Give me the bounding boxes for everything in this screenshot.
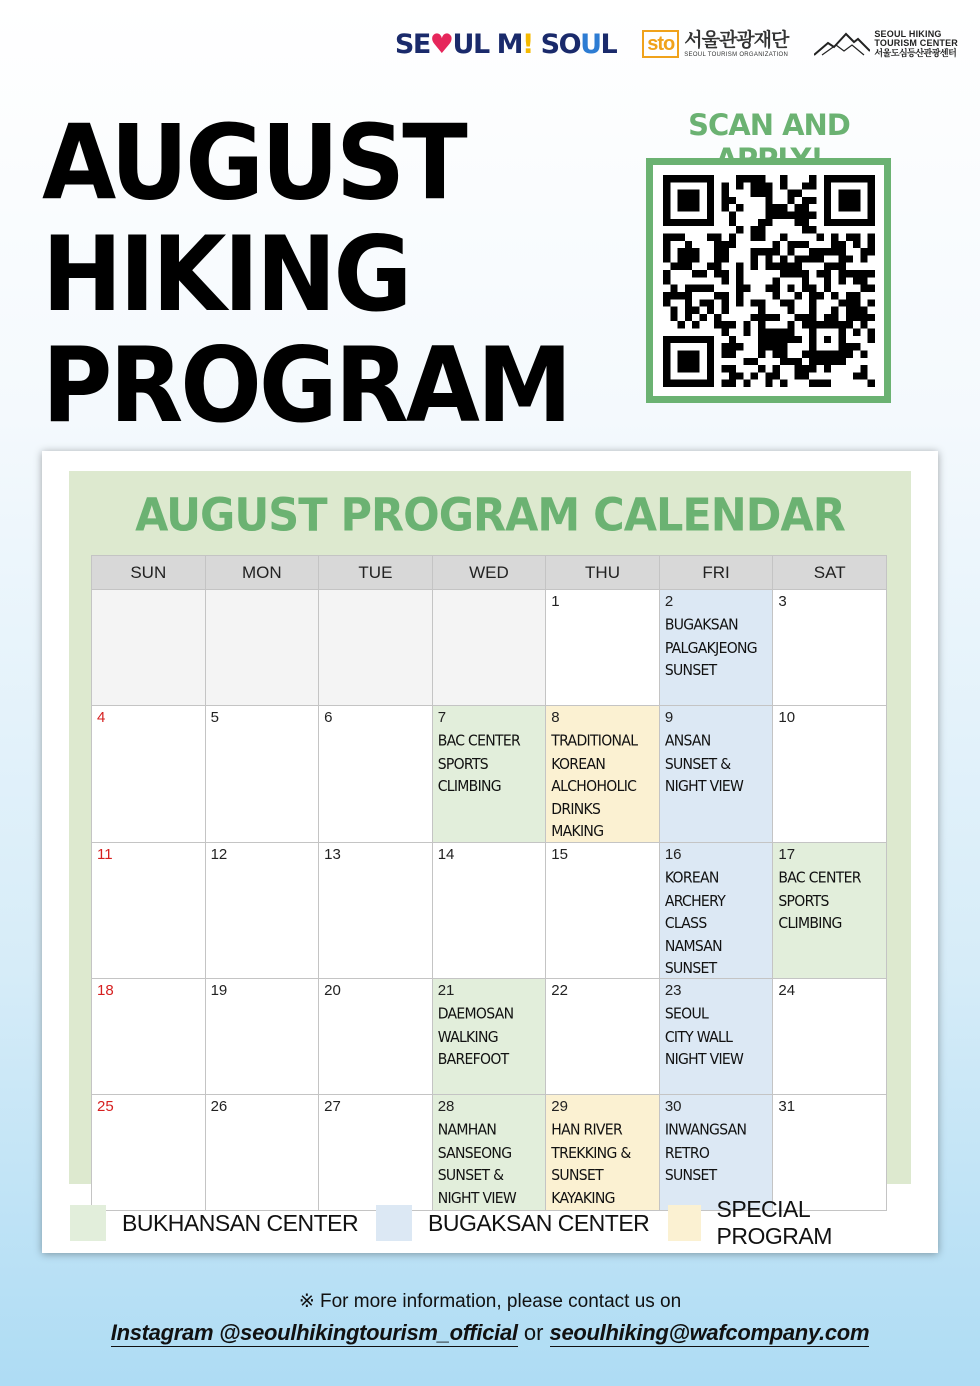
legend-item <box>376 1203 649 1243</box>
seoul-tourism-organization-logo <box>642 30 788 58</box>
calendar-card <box>42 451 938 1253</box>
day-number: 2 <box>664 593 674 610</box>
event-label: BUGAKSAN PALGAKJEONG SUNSET <box>664 617 757 680</box>
calendar-panel <box>69 471 911 1207</box>
legend-item <box>70 1203 358 1243</box>
event-label: BAC CENTER SPORTS CLIMBING <box>437 733 521 796</box>
day-number: 7 <box>437 709 447 726</box>
day-cell-31 <box>773 1095 887 1211</box>
seoul-my-soul-logo: SE ♥ UL M ! SO U L <box>394 28 617 60</box>
legend-label: SPECIAL PROGRAM <box>716 1196 832 1249</box>
day-number: 26 <box>210 1098 228 1115</box>
event-label: BAC CENTER SPORTS CLIMBING <box>778 869 861 932</box>
day-number: 14 <box>437 845 455 863</box>
day-cell-28[interactable] <box>432 1095 546 1211</box>
day-cell-4 <box>92 706 206 843</box>
day-number: 27 <box>324 1098 341 1115</box>
calendar-grid <box>91 555 887 1211</box>
legend-label: BUKHANSAN CENTER <box>122 1209 359 1236</box>
day-number: 20 <box>324 982 341 999</box>
contact-footer <box>0 1290 980 1346</box>
day-cell-14 <box>432 842 546 979</box>
day-cell-16[interactable] <box>659 842 773 979</box>
day-number: 30 <box>664 1098 682 1115</box>
empty-day-cell <box>432 590 546 706</box>
day-cell-17[interactable] <box>773 842 887 979</box>
day-number: 18 <box>97 982 114 999</box>
day-cell-3 <box>773 590 887 706</box>
scan-and-apply-label: SCAN AND <box>688 108 850 142</box>
weekday-tue: TUE <box>319 556 433 590</box>
title-line-2: HIKING <box>42 213 410 335</box>
day-number: 9 <box>664 709 674 726</box>
legend-item <box>668 1196 910 1249</box>
day-number: 10 <box>778 709 796 726</box>
contact-info-text: ※ For more information, please contact us on <box>298 1291 682 1312</box>
day-number: 19 <box>210 982 228 999</box>
weekday-sat: SAT <box>773 556 887 590</box>
seoul-hiking-tourism-center-logo <box>814 30 958 58</box>
day-cell-12 <box>205 842 319 979</box>
event-label: SEOUL CITY WALL NIGHT VIEW <box>664 1006 744 1069</box>
day-cell-1 <box>546 590 660 706</box>
event-label: TRADITIONAL KOREAN ALCHOHOLIC DRINKS MAKING <box>551 733 638 841</box>
empty-day-cell <box>92 590 206 706</box>
day-cell-10 <box>773 706 887 843</box>
day-number: 3 <box>778 593 787 610</box>
day-cell-24 <box>773 979 887 1095</box>
day-number: 31 <box>778 1098 796 1115</box>
weekday-sun: SUN <box>92 556 206 590</box>
legend-swatch <box>376 1205 412 1241</box>
weekday-thu: THU <box>546 556 660 590</box>
day-cell-27 <box>319 1095 433 1211</box>
day-cell-18 <box>92 979 206 1095</box>
legend-swatch <box>668 1205 701 1241</box>
day-number: 17 <box>778 845 796 863</box>
weekday-mon: MON <box>205 556 319 590</box>
shtc-line2: TOURISM CENTER <box>874 38 958 49</box>
weekday-fri: FRI <box>659 556 773 590</box>
day-number: 8 <box>551 709 560 726</box>
event-label: HAN RIVER TREKKING & SUNSET KAYAKING <box>551 1122 631 1207</box>
day-number: 1 <box>551 593 560 610</box>
day-number: 23 <box>664 982 682 999</box>
shtc-line3: 서울도심등산관광센터 <box>874 47 957 58</box>
mountain-icon <box>814 31 870 57</box>
day-number: 29 <box>551 1098 568 1115</box>
shtc-line1: SEOUL HIKING <box>874 28 942 39</box>
event-label: KOREAN ARCHERY CLASS NAMSAN SUNSET <box>664 869 726 977</box>
day-number: 11 <box>97 845 113 863</box>
day-number: 13 <box>324 845 341 863</box>
day-cell-11 <box>92 842 206 979</box>
day-cell-23[interactable] <box>659 979 773 1095</box>
event-label: ANSAN SUNSET & NIGHT VIEW <box>664 733 744 796</box>
instagram-link[interactable]: Instagram @seoulhikingtourism_official <box>110 1320 518 1345</box>
day-cell-21[interactable] <box>432 979 546 1095</box>
or-text: or <box>517 1320 550 1345</box>
event-label: INWANGSAN RETRO SUNSET <box>664 1122 747 1185</box>
sto-korean-name: 서울관광재단 <box>684 29 789 51</box>
qr-code-frame[interactable] <box>646 158 891 403</box>
calendar-week-row <box>92 706 887 843</box>
day-cell-13 <box>319 842 433 979</box>
empty-day-cell <box>319 590 433 706</box>
day-cell-26 <box>205 1095 319 1211</box>
day-cell-30[interactable] <box>659 1095 773 1211</box>
calendar-body <box>92 590 887 1211</box>
calendar-week-row <box>92 590 887 706</box>
day-number: 22 <box>551 982 568 999</box>
day-cell-6 <box>319 706 433 843</box>
day-number: 28 <box>437 1098 455 1115</box>
qr-code-icon[interactable] <box>663 175 875 387</box>
day-number: 16 <box>664 845 682 863</box>
sto-english-name: SEOUL TOURISM ORGANIZATION <box>684 51 789 58</box>
day-cell-25 <box>92 1095 206 1211</box>
empty-day-cell <box>205 590 319 706</box>
sto-mark: sto <box>642 30 679 58</box>
day-cell-8[interactable] <box>546 706 660 843</box>
day-cell-15 <box>546 842 660 979</box>
event-label: NAMHAN SANSEONG SUNSET & NIGHT VIEW <box>437 1122 517 1207</box>
day-number: 21 <box>437 982 455 999</box>
contact-links <box>0 1320 980 1346</box>
day-number: 15 <box>551 845 568 863</box>
day-number: 24 <box>778 982 796 999</box>
day-number: 4 <box>97 709 106 726</box>
day-cell-22 <box>546 979 660 1095</box>
day-cell-5 <box>205 706 319 843</box>
calendar-legend <box>70 1196 910 1249</box>
day-cell-29[interactable] <box>546 1095 660 1211</box>
day-cell-7[interactable] <box>432 706 546 843</box>
calendar-title: AUGUST PROGRAM CALENDAR <box>135 489 845 543</box>
email-link[interactable]: seoulhiking@wafcompany.com <box>549 1320 870 1345</box>
day-number: 5 <box>210 709 219 726</box>
weekday-wed: WED <box>432 556 546 590</box>
title-line-3: PROGRAM <box>42 325 570 447</box>
calendar-week-row <box>92 1095 887 1211</box>
legend-label: BUGAKSAN CENTER <box>428 1209 650 1236</box>
day-cell-9[interactable] <box>659 706 773 843</box>
day-number: 12 <box>210 845 228 863</box>
legend-swatch <box>70 1205 106 1241</box>
day-cell-2[interactable] <box>659 590 773 706</box>
page-title <box>42 102 602 447</box>
weekday-header-row <box>92 556 887 590</box>
title-line-1: AUGUST <box>42 102 465 224</box>
day-cell-19 <box>205 979 319 1095</box>
day-cell-20 <box>319 979 433 1095</box>
day-number: 6 <box>324 709 333 726</box>
event-label: DAEMOSAN WALKING BAREFOOT <box>437 1006 514 1069</box>
partner-logos <box>395 24 958 64</box>
day-number: 25 <box>97 1098 114 1115</box>
calendar-week-row <box>92 842 887 979</box>
calendar-week-row <box>92 979 887 1095</box>
